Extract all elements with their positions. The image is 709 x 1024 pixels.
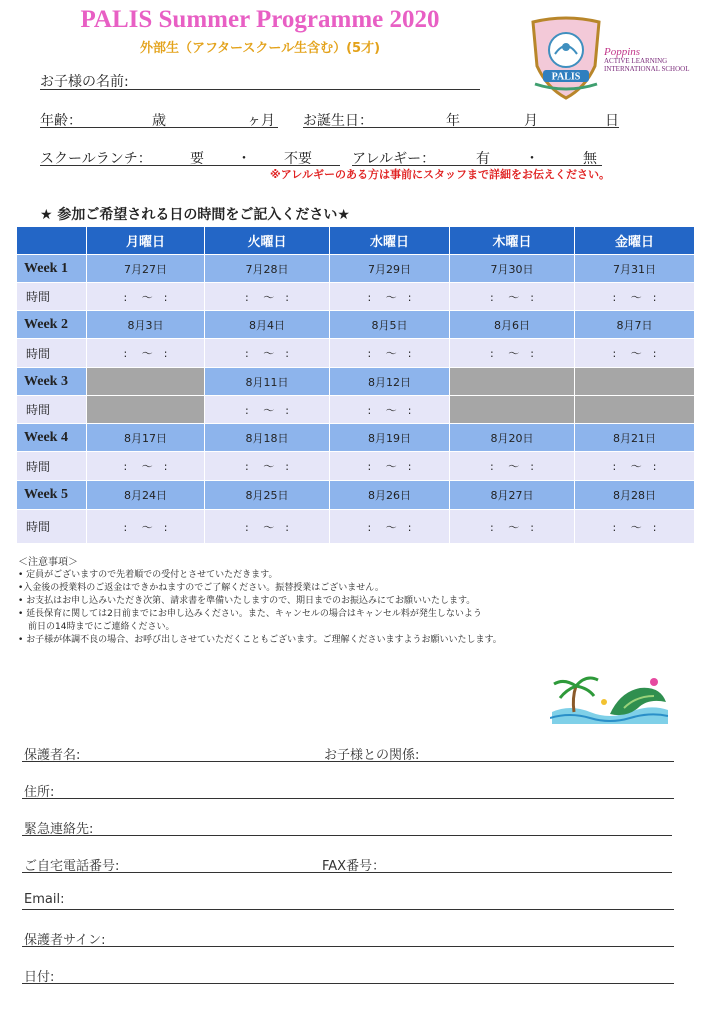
date-cell: 8月6日 xyxy=(450,311,575,339)
date-cell: 7月31日 xyxy=(575,255,695,283)
allergy-no-option[interactable]: 無 xyxy=(583,151,597,167)
brand-line-2: INTERNATIONAL SCHOOL xyxy=(604,64,690,73)
brand-line-1: ACTIVE LEARNING xyxy=(604,57,668,66)
allergy-separator: ・ xyxy=(525,151,539,167)
child-name-field[interactable] xyxy=(40,89,480,90)
brand-block xyxy=(604,46,689,73)
time-row xyxy=(17,510,695,544)
allergy-label: アレルギー： xyxy=(352,151,436,167)
date-cell: 8月21日 xyxy=(575,424,695,452)
corner-cell xyxy=(17,227,87,255)
unavailable-cell xyxy=(450,396,575,424)
logo-wordmark: PALIS xyxy=(551,71,581,83)
unavailable-cell xyxy=(575,368,695,396)
week-row xyxy=(17,368,695,396)
school-lunch-label: スクールランチ： xyxy=(40,151,152,167)
note-item: •入金後の授業料のご返金はできかねますのでご了解ください。振替授業はございません。 xyxy=(18,583,384,593)
week-label: Week 5 xyxy=(17,481,87,510)
week-row xyxy=(17,255,695,283)
notes-title: ＜注意事項＞ xyxy=(18,557,78,568)
time-entry[interactable]: : 〜 : xyxy=(87,510,205,544)
day-header: 月曜日 xyxy=(87,227,205,255)
time-entry[interactable]: : 〜 : xyxy=(330,339,450,368)
lunch-separator: ・ xyxy=(237,151,251,167)
time-entry[interactable]: : 〜 : xyxy=(205,396,330,424)
time-entry[interactable]: : 〜 : xyxy=(450,510,575,544)
page-title: PALIS Summer Programme 2020 xyxy=(80,6,440,33)
address-field[interactable] xyxy=(22,798,674,799)
date-field[interactable] xyxy=(22,983,674,984)
day-header: 木曜日 xyxy=(450,227,575,255)
date-cell: 8月17日 xyxy=(87,424,205,452)
birthday-label: お誕生日： xyxy=(303,113,373,129)
guardian-signature-field[interactable] xyxy=(22,946,674,947)
unavailable-cell xyxy=(575,396,695,424)
guardian-name-label: 保護者名: xyxy=(24,748,81,763)
allergy-yes-option[interactable]: 有 xyxy=(476,151,490,167)
emergency-contact-label: 緊急連絡先: xyxy=(24,822,94,837)
time-row xyxy=(17,339,695,368)
palm-tree-illustration xyxy=(550,668,668,724)
email-field[interactable] xyxy=(22,909,674,910)
phone-fax-field[interactable] xyxy=(22,872,672,873)
note-item: • お支払はお申し込みいただき次第、請求書を準備いたしますので、期日までのお振込みにてお願いいたします。 xyxy=(18,596,476,606)
week-row xyxy=(17,311,695,339)
note-item-continued: 前日の14時までにご連絡ください。 xyxy=(28,622,175,632)
age-field[interactable] xyxy=(40,127,278,128)
date-cell: 8月19日 xyxy=(330,424,450,452)
date-cell: 8月24日 xyxy=(87,481,205,510)
time-entry[interactable]: : 〜 : xyxy=(87,283,205,311)
time-entry[interactable]: : 〜 : xyxy=(575,452,695,481)
child-name-label: お子様の名前: xyxy=(40,74,129,90)
age-years-unit: 歳 xyxy=(152,113,166,129)
day-header: 火曜日 xyxy=(205,227,330,255)
unavailable-cell xyxy=(450,368,575,396)
week-label: Week 3 xyxy=(17,368,87,396)
date-cell: 8月12日 xyxy=(330,368,450,396)
note-item: • お子様が体調不良の場合、お呼び出しさせていただくこともございます。ご理解くださいますようお願いいたします。 xyxy=(18,635,502,645)
email-label: Email: xyxy=(24,892,65,907)
allergy-warning: ※アレルギーのある方は事前にスタッフまで詳細をお伝えください。 xyxy=(270,168,610,181)
time-row xyxy=(17,452,695,481)
address-label: 住所: xyxy=(24,785,55,800)
date-cell: 8月28日 xyxy=(575,481,695,510)
time-label: 時間 xyxy=(17,510,87,544)
notes-section xyxy=(18,556,502,647)
date-cell: 8月11日 xyxy=(205,368,330,396)
note-item: • 延長保育に関しては2日前までにお申し込みください。また、キャンセルの場合はキャンセル料が発生しないよう xyxy=(18,609,482,619)
age-label: 年齢： xyxy=(40,113,82,129)
day-header: 金曜日 xyxy=(575,227,695,255)
week-label: Week 2 xyxy=(17,311,87,339)
guardian-name-field[interactable] xyxy=(22,761,674,762)
time-entry[interactable]: : 〜 : xyxy=(87,452,205,481)
age-months-unit: ヶ月 xyxy=(247,113,275,129)
time-entry[interactable]: : 〜 : xyxy=(450,283,575,311)
time-entry[interactable]: : 〜 : xyxy=(330,510,450,544)
time-entry[interactable]: : 〜 : xyxy=(330,452,450,481)
time-entry[interactable]: : 〜 : xyxy=(87,339,205,368)
day-header-row xyxy=(17,227,695,255)
date-cell: 8月20日 xyxy=(450,424,575,452)
week-label: Week 4 xyxy=(17,424,87,452)
time-entry[interactable]: : 〜 : xyxy=(450,452,575,481)
time-row xyxy=(17,283,695,311)
unavailable-cell xyxy=(87,368,205,396)
date-cell: 8月27日 xyxy=(450,481,575,510)
date-cell: 7月27日 xyxy=(87,255,205,283)
date-cell: 8月3日 xyxy=(87,311,205,339)
time-entry[interactable]: : 〜 : xyxy=(330,396,450,424)
date-cell: 8月4日 xyxy=(205,311,330,339)
date-cell: 7月28日 xyxy=(205,255,330,283)
time-entry[interactable]: : 〜 : xyxy=(575,283,695,311)
birthday-day-unit: 日 xyxy=(605,113,619,129)
unavailable-cell xyxy=(87,396,205,424)
brand-name: Poppins xyxy=(604,46,641,58)
week-row xyxy=(17,481,695,510)
schedule-table xyxy=(16,226,695,544)
home-phone-label: ご自宅電話番号: xyxy=(24,859,120,874)
time-label: 時間 xyxy=(17,452,87,481)
date-label: 日付: xyxy=(24,970,55,985)
page-subtitle: 外部生（アフタースクール生含む）(5才) xyxy=(139,41,381,56)
time-label: 時間 xyxy=(17,396,87,424)
date-cell: 8月7日 xyxy=(575,311,695,339)
date-cell: 7月30日 xyxy=(450,255,575,283)
week-row xyxy=(17,424,695,452)
guardian-signature-label: 保護者サイン: xyxy=(24,933,106,948)
time-row xyxy=(17,396,695,424)
note-item: • 定員がございますので先着順での受付とさせていただきます。 xyxy=(18,570,278,580)
week-label: Week 1 xyxy=(17,255,87,283)
schedule-heading: ★ 参加ご希望される日の時間をご記入ください★ xyxy=(40,207,350,223)
time-label: 時間 xyxy=(17,283,87,311)
birthday-year-unit: 年 xyxy=(446,113,460,129)
date-cell: 8月18日 xyxy=(205,424,330,452)
time-entry[interactable]: : 〜 : xyxy=(205,283,330,311)
fax-label: FAX番号： xyxy=(322,859,386,874)
date-cell: 7月29日 xyxy=(330,255,450,283)
lunch-need-option[interactable]: 要 xyxy=(190,151,204,167)
time-entry[interactable]: : 〜 : xyxy=(205,339,330,368)
time-entry[interactable]: : 〜 : xyxy=(575,510,695,544)
date-cell: 8月5日 xyxy=(330,311,450,339)
relationship-label: お子様との関係: xyxy=(324,748,420,763)
time-entry[interactable]: : 〜 : xyxy=(205,510,330,544)
emergency-contact-field[interactable] xyxy=(22,835,672,836)
school-crest-logo xyxy=(525,14,607,100)
time-entry[interactable]: : 〜 : xyxy=(330,283,450,311)
date-cell: 8月25日 xyxy=(205,481,330,510)
birthday-month-unit: 月 xyxy=(524,113,538,129)
time-entry[interactable]: : 〜 : xyxy=(575,339,695,368)
time-label: 時間 xyxy=(17,339,87,368)
date-cell: 8月26日 xyxy=(330,481,450,510)
time-entry[interactable]: : 〜 : xyxy=(450,339,575,368)
day-header: 水曜日 xyxy=(330,227,450,255)
time-entry[interactable]: : 〜 : xyxy=(205,452,330,481)
birthday-field[interactable] xyxy=(303,127,619,128)
lunch-noneed-option[interactable]: 不要 xyxy=(284,151,312,167)
